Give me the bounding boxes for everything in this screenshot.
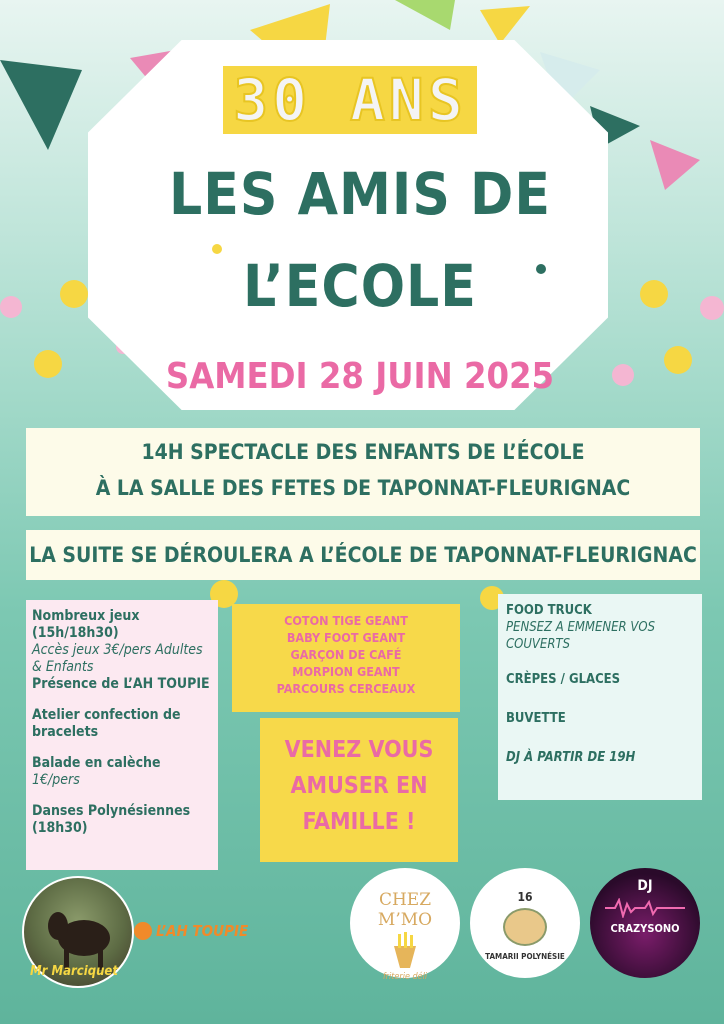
cutlery-note: PENSEZ A EMMENER VOS COUVERTS [506,620,656,652]
fries-icon [390,932,420,968]
dot-decoration [60,280,88,308]
game-item: COTON TIGE GEANT [284,613,408,628]
anniversary-badge [200,66,500,134]
crazysono-label: CRAZYSONO [610,922,680,935]
tamarii-number: 16 [517,890,533,904]
game-item: PARCOURS CERCEAUX [276,681,416,696]
game-item: GARÇON DE CAFÉ [290,647,402,662]
dot-decoration [640,280,668,308]
polynesian-dances: Danses Polynésiennes (18h30) [32,803,191,836]
tamarii-label: TAMARII POLYNÉSIE [485,952,565,961]
schedule-band [26,428,700,516]
games-time: (15h/18h30) [32,625,119,641]
carriage-ride: Balade en calèche [32,755,161,771]
ukulele-icon [503,908,547,946]
invitation-line-2: AMUSER EN [290,773,428,799]
chezmmo-label: CHEZ M’MO [377,890,433,930]
dot-decoration [700,296,724,320]
event-date: SAMEDI 28 JUIN 2025 [165,356,555,397]
crazysono-logo [590,868,700,978]
ahtoupie-logo [134,922,248,940]
top-icon [134,922,152,940]
location-band [26,530,700,580]
carriage-price: 1€/pers [32,772,80,788]
invitation-line-3: FAMILLE ! [302,809,416,835]
chezmmo-subtitle: friterie déli [382,972,428,982]
activities-box [26,600,218,870]
invitation-line-1: VENEZ VOUS [284,737,434,763]
anniversary-label: 30 ANS [223,66,477,134]
schedule-line-1: 14H SPECTACLE DES ENFANTS DE L’ÉCOLE [141,440,585,464]
game-item: BABY FOOT GEANT [286,630,406,645]
bar: BUVETTE [506,711,566,726]
games-title: Nombreux jeux [32,608,140,624]
dj-time: DJ À PARTIR DE 19H [506,750,636,765]
chezmmo-logo [350,868,460,982]
location-line: LA SUITE SE DÉROULERA A L’ÉCOLE DE TAPONNAT-FLEURIGNAC [29,543,697,567]
dot-decoration [34,350,62,378]
dot-decoration [664,346,692,374]
bracelet-workshop: Atelier confection de bracelets [32,707,181,740]
title-line-1: LES AMIS DE [168,160,552,228]
invitation-box [260,718,458,862]
dot-decoration [536,264,546,274]
tamarii-logo [470,868,580,978]
giant-games-box [232,604,460,712]
dj-label: DJ [637,878,653,894]
schedule-line-2: À LA SALLE DES FETES DE TAPONNAT-FLEURIGNAC [95,476,631,500]
games-price: Accès jeux 3€/pers Adultes & Enfants [32,642,203,675]
game-item: MORPION GEANT [292,664,400,679]
dot-decoration [212,244,222,254]
title-line-2: L’ECOLE [243,252,477,320]
ahtoupie-label: L’AH TOUPIE [156,922,249,940]
toupie-presence: Présence de L’AH TOUPIE [32,676,210,692]
food-box [498,594,702,800]
crepes-ice-cream: CRÈPES / GLACES [506,672,621,687]
soundwave-icon [605,898,685,918]
dot-decoration [0,296,22,318]
marciquet-label: Mr Marciquet [30,964,118,979]
food-truck: FOOD TRUCK [506,603,592,618]
